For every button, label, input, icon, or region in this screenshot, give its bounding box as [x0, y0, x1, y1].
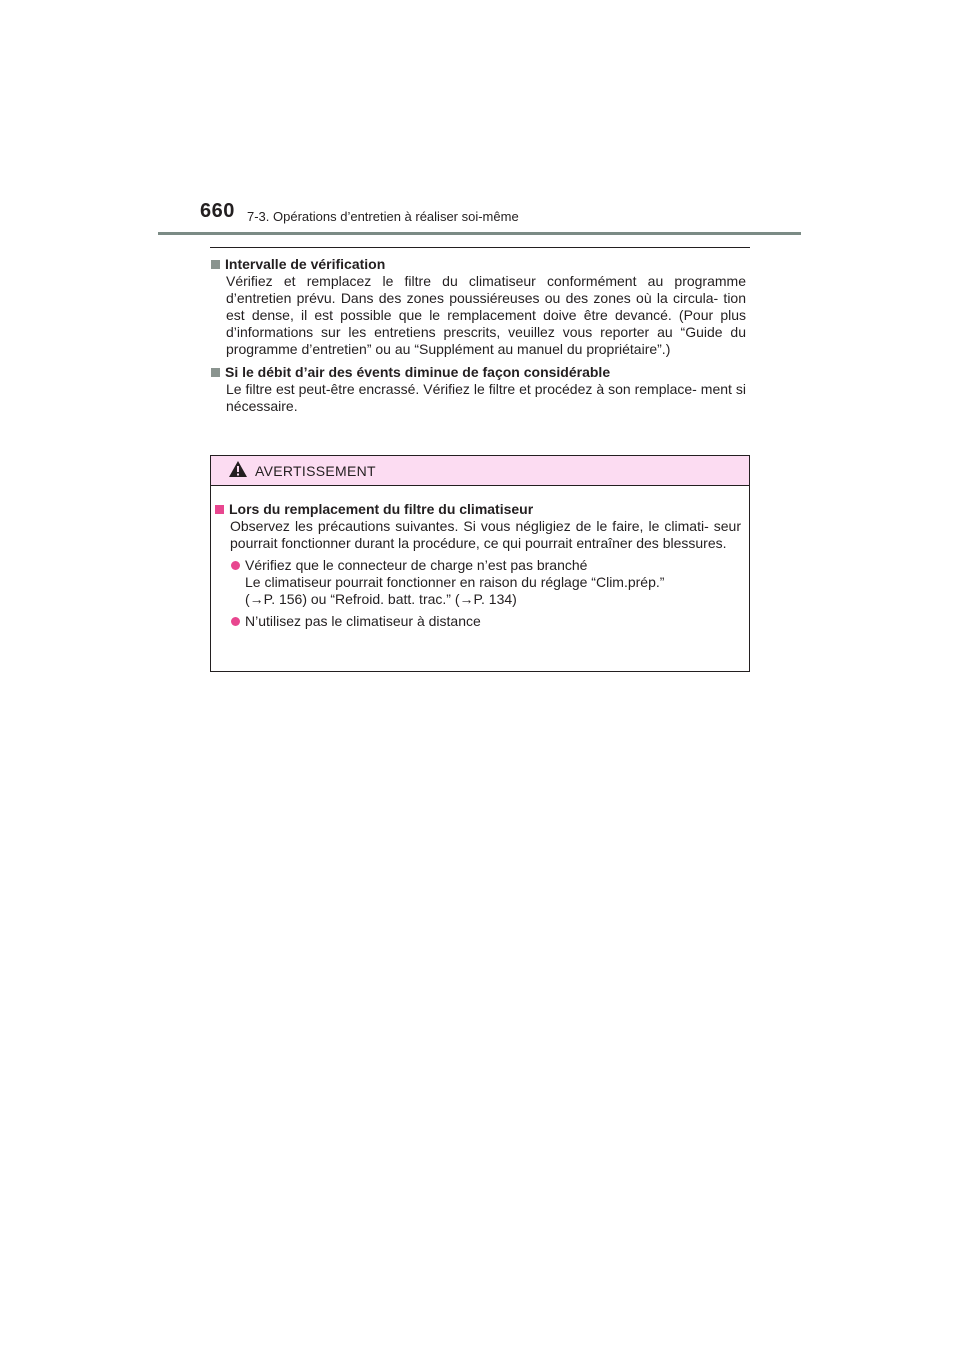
- circle-bullet-icon: [231, 617, 240, 626]
- circle-bullet-icon: [231, 561, 240, 570]
- warning-heading: [215, 501, 741, 518]
- section-rule: [210, 247, 750, 248]
- warning-header: [211, 456, 749, 486]
- bullet-title: Vérifiez que le connecteur de charge n’est pas branché: [245, 557, 588, 573]
- warning-triangle-icon: [228, 460, 248, 478]
- section-heading-text: Intervalle de vérification: [225, 256, 386, 272]
- warning-bullet-item: [231, 613, 741, 630]
- page-number: 660: [200, 200, 235, 222]
- section-debit-air: [211, 364, 746, 415]
- section-heading: [211, 256, 746, 273]
- warning-intro: Observez les précautions suivantes. Si vous négligiez de le faire, le climati- seur pourrait fonctionner durant la procédure, ce qui pourrait entraîner des blessures.: [230, 518, 741, 551]
- bullet-detail-line: Le climatiseur pourrait fonctionner en raison du réglage “Clim.prép.”: [245, 574, 665, 590]
- header-rule: [158, 232, 801, 235]
- chapter-title: 7-3. Opérations d’entretien à réaliser soi-même: [247, 209, 519, 224]
- section-body: Vérifiez et remplacez le filtre du climatiseur conformément au programme d’entretien prévu. Dans des zones poussiéreuses ou des zones où la circula- tion est dense, il est possible que le remplacement doive être devancé. (Pour plus d’informations sur les entretiens prescrits, veuillez vous reporter au “Guide du programme d’entretien” ou au “Supplément au manuel du propriétaire”.): [226, 273, 746, 357]
- square-bullet-icon: [211, 260, 220, 269]
- warning-body: [211, 486, 749, 630]
- section-body: Le filtre est peut-être encrassé. Vérifiez le filtre et procédez à son remplace- ment si nécessaire.: [226, 381, 746, 414]
- main-content: [211, 256, 746, 421]
- bullet-detail-line: (→P. 156) ou “Refroid. batt. trac.” (→P. 134): [245, 591, 517, 607]
- bullet-title: N’utilisez pas le climatiseur à distance: [245, 613, 481, 629]
- square-bullet-icon: [211, 368, 220, 377]
- section-heading: [211, 364, 746, 381]
- section-intervalle: [211, 256, 746, 358]
- warning-label: AVERTISSEMENT: [255, 463, 376, 479]
- warning-bullet-item: [231, 557, 741, 608]
- square-bullet-icon: [215, 505, 224, 514]
- warning-heading-text: Lors du remplacement du filtre du climatiseur: [229, 501, 534, 517]
- warning-box: [210, 455, 750, 672]
- section-heading-text: Si le débit d’air des évents diminue de façon considérable: [225, 364, 611, 380]
